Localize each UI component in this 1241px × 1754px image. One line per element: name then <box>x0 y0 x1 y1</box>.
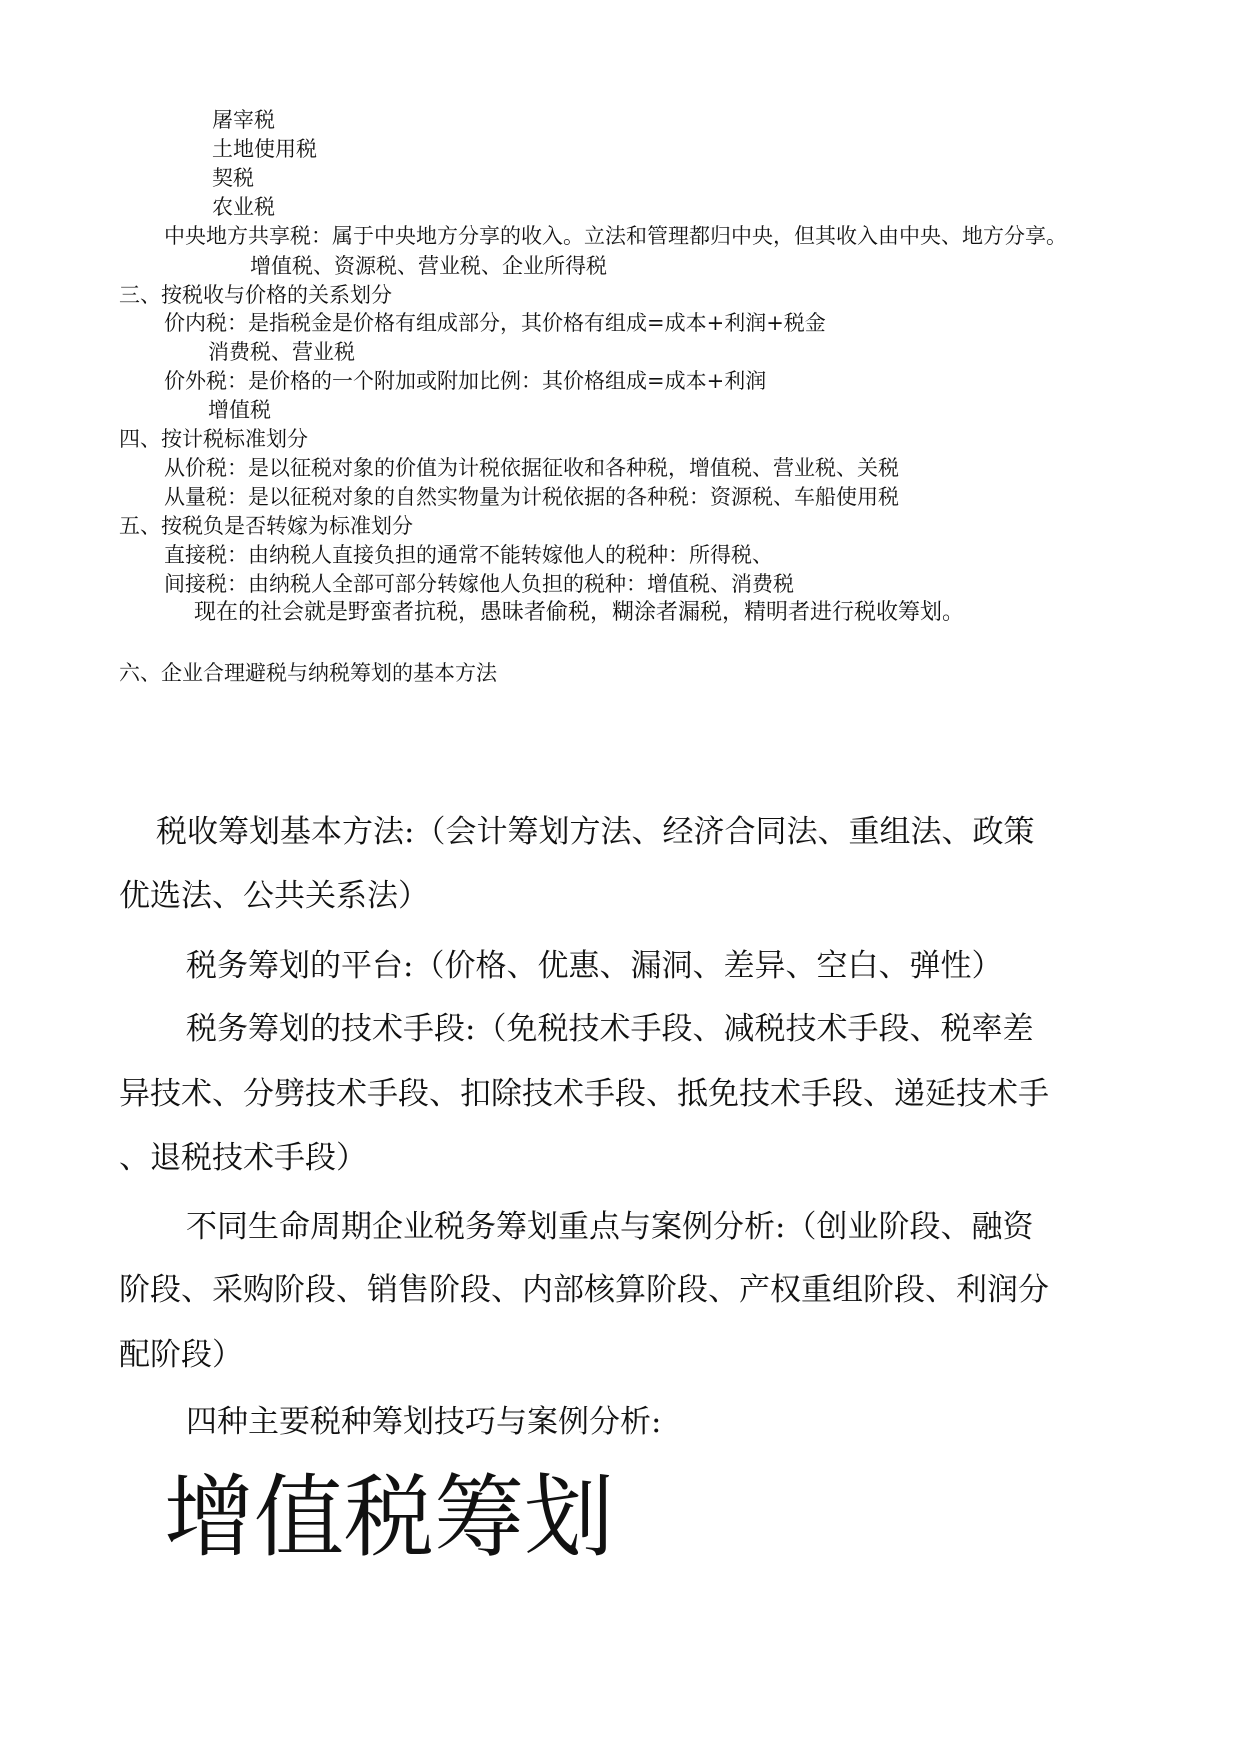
text-line: 直接税：由纳税人直接负担的通常不能转嫁他人的税种：所得税、 <box>164 543 773 567</box>
section-heading: 三、按税收与价格的关系划分 <box>119 283 392 307</box>
large-text-line: 税收筹划基本方法:（会计筹划方法、经济合同法、重组法、政策 <box>156 814 1035 850</box>
section-heading: 六、企业合理避税与纳税筹划的基本方法 <box>119 661 497 685</box>
large-text-line: 配阶段） <box>119 1337 243 1373</box>
large-text-line: 优选法、公共关系法） <box>119 878 429 914</box>
text-line: 屠宰税 <box>212 108 275 132</box>
text-line: 现在的社会就是野蛮者抗税，愚昧者偷税，糊涂者漏税，精明者进行税收筹划。 <box>194 600 965 625</box>
text-line: 间接税：由纳税人全部可部分转嫁他人负担的税种：增值税、消费税 <box>164 572 794 596</box>
large-text-line: 不同生命周期企业税务筹划重点与案例分析:（创业阶段、融资 <box>186 1209 1034 1245</box>
text-line: 从量税：是以征税对象的自然实物量为计税依据的各种税：资源税、车船使用税 <box>164 485 899 509</box>
text-line: 价内税：是指税金是价格有组成部分，其价格有组成=成本+利润+税金 <box>164 311 826 335</box>
large-text-line: 异技术、分劈技术手段、扣除技术手段、抵免技术手段、递延技术手 <box>119 1076 1049 1112</box>
text-line: 中央地方共享税：属于中央地方分享的收入。立法和管理都归中央，但其收入由中央、地方分享。 <box>164 224 1067 248</box>
text-line: 消费税、营业税 <box>208 340 355 364</box>
page-title: 增值税筹划 <box>164 1465 614 1570</box>
text-line: 价外税：是价格的一个附加或附加比例：其价格组成=成本+利润 <box>164 369 767 393</box>
section-heading: 五、按税负是否转嫁为标准划分 <box>119 514 413 538</box>
text-line: 增值税 <box>208 398 271 422</box>
large-text-line: 、退税技术手段） <box>119 1140 367 1176</box>
text-line: 土地使用税 <box>212 137 317 161</box>
text-line: 增值税、资源税、营业税、企业所得税 <box>250 254 607 278</box>
large-text-line: 四种主要税种筹划技巧与案例分析: <box>186 1404 662 1440</box>
large-text-line: 税务筹划的平台:（价格、优惠、漏洞、差异、空白、弹性） <box>186 948 1003 984</box>
text-line: 契税 <box>212 166 254 190</box>
text-line: 从价税：是以征税对象的价值为计税依据征收和各种税，增值税、营业税、关税 <box>164 456 899 480</box>
large-text-line: 阶段、采购阶段、销售阶段、内部核算阶段、产权重组阶段、利润分 <box>119 1272 1049 1308</box>
section-heading: 四、按计税标准划分 <box>119 427 308 451</box>
large-text-line: 税务筹划的技术手段:（免税技术手段、减税技术手段、税率差 <box>186 1011 1034 1047</box>
text-line: 农业税 <box>212 195 275 219</box>
